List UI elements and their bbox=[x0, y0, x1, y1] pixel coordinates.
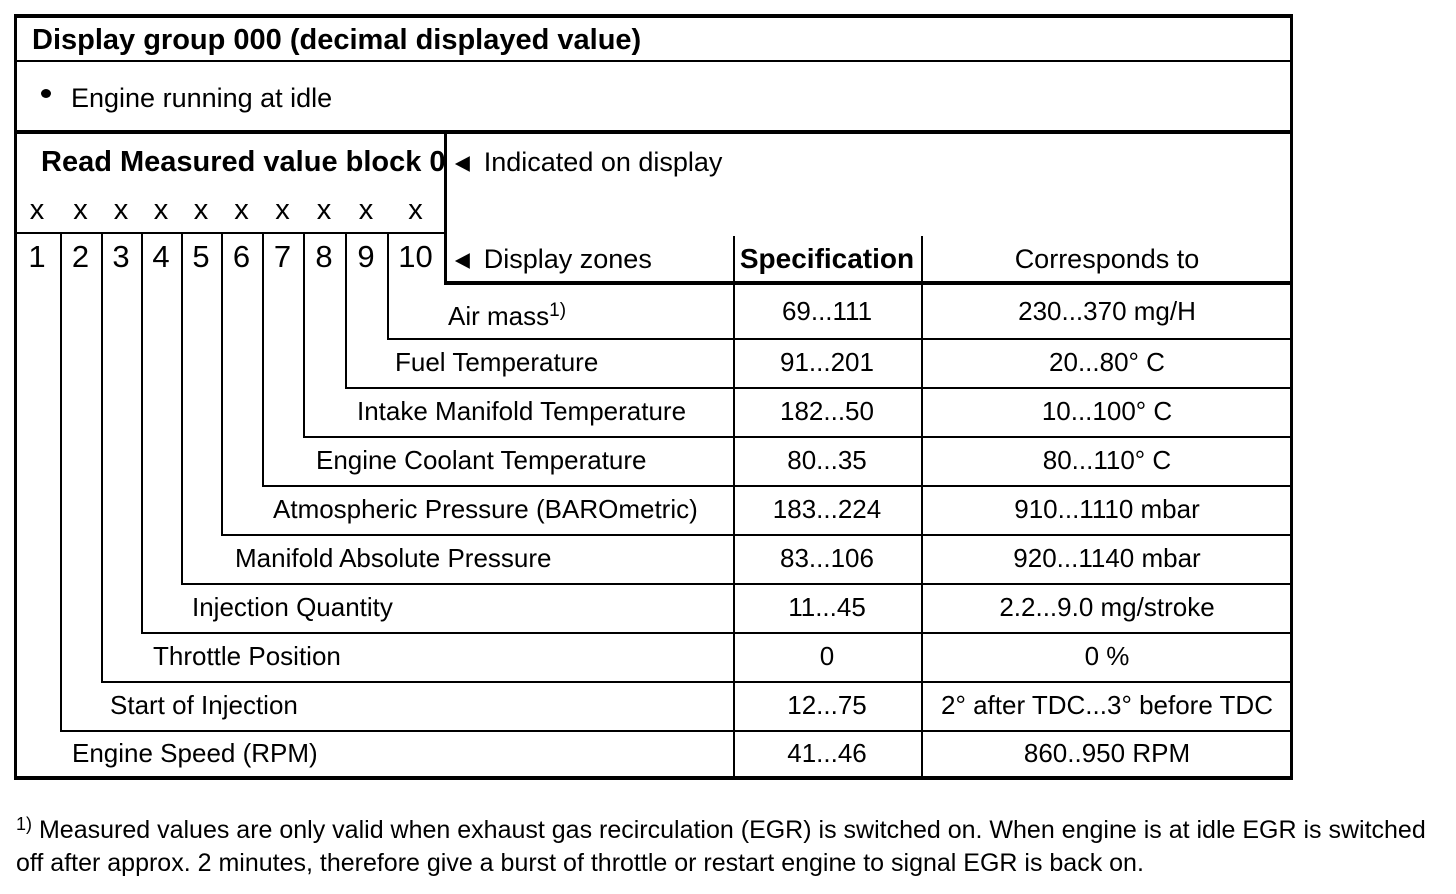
row-label-air-mass bbox=[448, 284, 566, 343]
row-label-manifold-absolute-pressure: Manifold Absolute Pressure bbox=[235, 543, 552, 573]
bullet-icon bbox=[41, 89, 51, 98]
spec-value: 69...111 bbox=[781, 296, 873, 326]
x-placeholder: x bbox=[358, 194, 374, 226]
staircase-line bbox=[101, 232, 103, 681]
corresponds-value: 0 % bbox=[1084, 641, 1130, 671]
zone-number-cell: 10 bbox=[398, 239, 433, 274]
zone-number-cell: 1 bbox=[28, 239, 46, 274]
spec-value: 11...45 bbox=[788, 592, 866, 622]
corresponds-value: 920...1140 mbar bbox=[1013, 543, 1201, 573]
spec-value: 83...106 bbox=[780, 543, 874, 573]
x-placeholder: x bbox=[408, 194, 423, 226]
x-placeholder: x bbox=[275, 194, 290, 226]
read-block-title: Read Measured value block 0 bbox=[41, 146, 446, 178]
staircase-line bbox=[181, 232, 183, 583]
corresponds-column-header: Corresponds to bbox=[1014, 244, 1200, 274]
page-title: Display group 000 (decimal displayed value) bbox=[32, 24, 642, 56]
zone-number-cell: 8 bbox=[315, 239, 333, 274]
x-placeholder: x bbox=[113, 194, 129, 226]
x-placeholder: x bbox=[73, 194, 88, 226]
footnote-ref: 1) bbox=[16, 814, 33, 834]
x-placeholder: x bbox=[234, 194, 249, 226]
corresponds-value: 20...80° C bbox=[1049, 347, 1165, 377]
footnote-ref: 1) bbox=[549, 300, 567, 321]
staircase-line bbox=[141, 232, 143, 632]
display-zones-label: Display zones bbox=[483, 244, 652, 274]
row-label-fuel-temperature: Fuel Temperature bbox=[395, 347, 599, 377]
x-placeholder: x bbox=[153, 194, 169, 226]
footnote-text: Measured values are only valid when exhaust gas recirculation (EGR) is switched on. When engine is at idle EGR is switched off after approx. 2 minutes, therefore give a burst of throttle or restart engine to signal EGR is back on. bbox=[16, 816, 1426, 877]
x-placeholder: x bbox=[29, 194, 45, 226]
spec-value: 183...224 bbox=[772, 494, 882, 524]
zone-number-cell: 3 bbox=[112, 239, 130, 274]
table-top-border bbox=[14, 14, 1293, 18]
table-bottom-border bbox=[14, 776, 1293, 780]
spec-value: 12...75 bbox=[787, 690, 867, 720]
zone-number-cell: 7 bbox=[273, 239, 292, 274]
spec-value: 41...46 bbox=[787, 738, 867, 768]
row-label-text: Air mass bbox=[448, 301, 550, 331]
divider-line bbox=[14, 60, 1293, 62]
row-label-atmospheric-pressure: Atmospheric Pressure (BAROmetric) bbox=[273, 494, 698, 524]
row-label-injection-quantity: Injection Quantity bbox=[192, 592, 393, 622]
specification-column-header: Specification bbox=[739, 243, 915, 274]
indicated-on-display-row bbox=[450, 148, 722, 177]
spec-value: 0 bbox=[819, 641, 835, 671]
arrow-left-icon: ◄ bbox=[450, 148, 475, 178]
corresponds-value: 230...370 mg/H bbox=[1018, 296, 1196, 326]
table-left-border bbox=[14, 14, 17, 780]
display-zones-row bbox=[450, 245, 652, 274]
zone-number-cell: 6 bbox=[232, 239, 251, 274]
corresponds-value: 910...1110 mbar bbox=[1014, 494, 1200, 524]
row-label-engine-speed: Engine Speed (RPM) bbox=[72, 738, 318, 768]
divider-line bbox=[14, 130, 1293, 134]
zone-number-cell: 9 bbox=[357, 239, 375, 274]
zone-number-cell: 4 bbox=[152, 239, 170, 274]
condition-text: Engine running at idle bbox=[71, 83, 333, 113]
zone-number-cell: 2 bbox=[71, 239, 90, 274]
corresponds-value: 80...110° C bbox=[1042, 445, 1172, 475]
x-placeholder: x bbox=[316, 194, 332, 226]
row-label-engine-coolant-temperature: Engine Coolant Temperature bbox=[316, 445, 647, 475]
corresponds-value: 2.2...9.0 mg/stroke bbox=[999, 592, 1215, 622]
indicated-on-display-label: Indicated on display bbox=[483, 147, 723, 177]
corresponds-value: 2° after TDC...3° before TDC bbox=[941, 690, 1273, 720]
spec-value: 80...35 bbox=[787, 445, 867, 475]
spec-value: 182...50 bbox=[780, 396, 874, 426]
arrow-left-icon: ◄ bbox=[450, 245, 475, 275]
corresponds-value: 860..950 RPM bbox=[1023, 738, 1191, 768]
row-label-start-of-injection: Start of Injection bbox=[110, 690, 298, 720]
zone-number-cell: 5 bbox=[192, 239, 210, 274]
x-placeholder: x bbox=[193, 194, 209, 226]
spec-value: 91...201 bbox=[780, 347, 874, 377]
staircase-line bbox=[60, 232, 62, 730]
footnote bbox=[16, 808, 1448, 880]
row-label-throttle-position: Throttle Position bbox=[153, 641, 341, 671]
row-label-intake-manifold-temperature: Intake Manifold Temperature bbox=[357, 396, 687, 426]
corresponds-value: 10...100° C bbox=[1041, 396, 1173, 426]
